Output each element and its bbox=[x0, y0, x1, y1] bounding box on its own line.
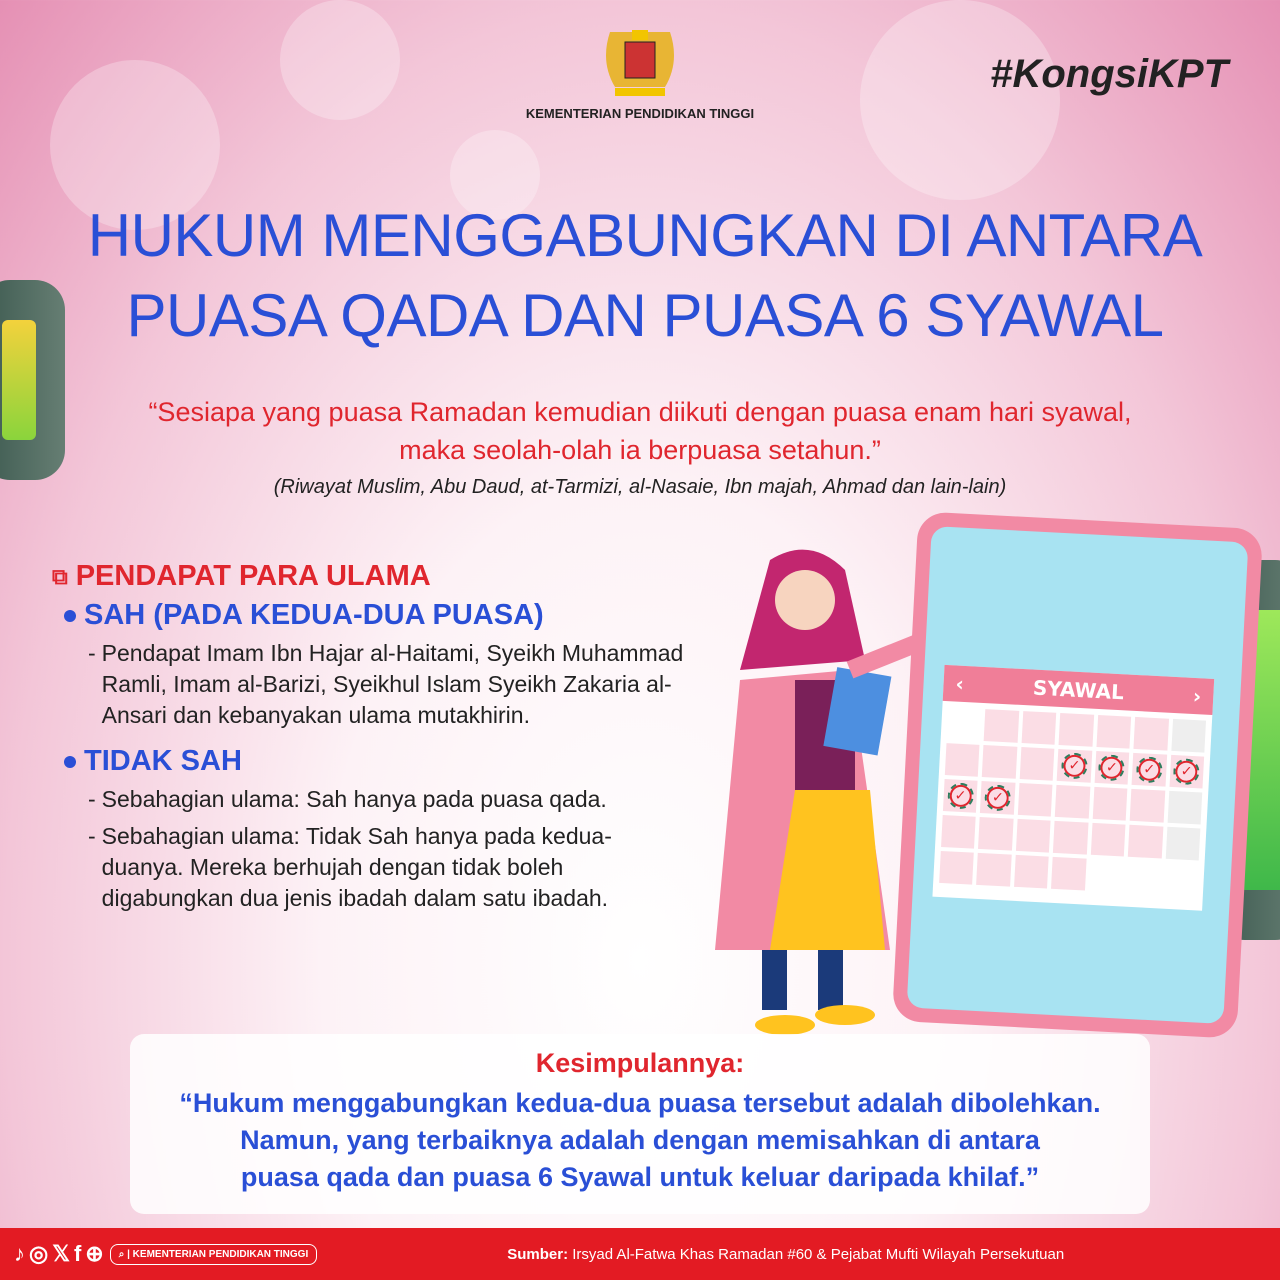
source-text: Irsyad Al-Fatwa Khas Ramadan #60 & Pejabat Mufti Wilayah Persekutuan bbox=[572, 1245, 1065, 1263]
calendar-cell bbox=[1016, 819, 1051, 853]
tiktok-icon[interactable]: ♪ bbox=[14, 1241, 25, 1266]
calendar-cell bbox=[1165, 827, 1200, 861]
calendar-cell bbox=[982, 745, 1017, 779]
calendar-cell bbox=[980, 781, 1015, 815]
page-title bbox=[0, 196, 1280, 356]
x-icon[interactable]: 𝕏 bbox=[52, 1241, 70, 1266]
calendar bbox=[932, 665, 1214, 911]
title-line: PUASA QADA DAN PUASA 6 SYAWAL bbox=[126, 282, 1164, 349]
calendar-cell bbox=[945, 743, 980, 777]
search-pill[interactable] bbox=[110, 1244, 318, 1265]
tidak-sah-heading: TIDAK SAH bbox=[84, 745, 242, 777]
calendar-cell bbox=[1055, 785, 1090, 819]
calendar-cell bbox=[1020, 747, 1055, 781]
calendar-cell bbox=[939, 851, 974, 885]
calendar-cell bbox=[1096, 715, 1131, 749]
opinions-heading: PENDAPAT PARA ULAMA bbox=[75, 560, 431, 592]
quote-line: maka seolah-olah ia berpuasa setahun.” bbox=[399, 435, 881, 465]
search-icon: ⌕ | bbox=[118, 1248, 133, 1260]
source bbox=[507, 1246, 1064, 1263]
calendar-cell bbox=[978, 817, 1013, 851]
check-icon: ✓ bbox=[1098, 754, 1125, 781]
calendar-cell bbox=[1051, 857, 1086, 891]
bullet-icon bbox=[64, 756, 76, 768]
tidak-sah-item: Sebahagian ulama: Sah hanya pada puasa qada. bbox=[101, 786, 607, 812]
conclusion-heading: Kesimpulannya: bbox=[535, 1048, 745, 1078]
calendar-cell bbox=[941, 815, 976, 849]
calendar-cell bbox=[1132, 753, 1167, 787]
ministry-name: KEMENTERIAN PENDIDIKAN TINGGI bbox=[525, 106, 755, 121]
footer bbox=[0, 1228, 1280, 1280]
phone-illustration bbox=[892, 511, 1263, 1038]
chevron-right-icon: › bbox=[1192, 683, 1202, 709]
calendar-cell bbox=[1092, 787, 1127, 821]
facebook-icon[interactable]: f bbox=[73, 1241, 82, 1266]
phone-screen bbox=[907, 526, 1249, 1024]
calendar-cell bbox=[1171, 719, 1206, 753]
source-label: Sumber: bbox=[507, 1245, 569, 1263]
calendar-cell bbox=[947, 707, 982, 741]
calendar-cell bbox=[1021, 711, 1056, 745]
check-icon: ✓ bbox=[1173, 758, 1200, 785]
calendar-cell bbox=[1128, 825, 1163, 859]
check-icon: ✓ bbox=[947, 782, 974, 809]
title-line: HUKUM MENGGABUNGKAN DI ANTARA bbox=[87, 202, 1203, 269]
bokeh bbox=[280, 0, 400, 120]
globe-icon[interactable]: ⊕ bbox=[85, 1241, 104, 1266]
conclusion-text: “Hukum menggabungkan kedua-dua puasa tersebut adalah dibolehkan. Namun, yang terbaiknya adalah dengan memisahkan di antara puasa qada dan puasa 6 Syawal untuk keluar daripada khilaf.” bbox=[179, 1088, 1101, 1192]
calendar-cell bbox=[977, 853, 1012, 887]
sah-item: Pendapat Imam Ibn Hajar al-Haitami, Syeikh Muhammad Ramli, Imam al-Barizi, Syeikhul Islam Syeikh Zakaria al-Ansari dan kebanyakan ulama mutakhirin. bbox=[101, 640, 684, 728]
check-icon: ✓ bbox=[984, 784, 1011, 811]
calendar-cell bbox=[943, 779, 978, 813]
bullet-icon bbox=[64, 610, 76, 622]
check-icon: ✓ bbox=[1136, 756, 1163, 783]
tidak-sah-item: Sebahagian ulama: Tidak Sah hanya pada kedua-duanya. Mereka berhujah dengan tidak boleh digabungkan dua jenis ibadah dalam satu ibadah. bbox=[101, 823, 612, 911]
calendar-cell bbox=[1014, 855, 1049, 889]
calendar-grid bbox=[933, 701, 1212, 903]
opinions-section: ⧉ PENDAPAT PARA ULAMA SAH (PADA KEDUA-DUA PUASA) - Pendapat Imam Ibn Hajar al-Haitami, Syeikh Muhammad Ramli, Imam al-Barizi, Syeikhul Islam Syeikh Zakaria al-Ansari dan kebanyakan ulama mutakhirin. TIDAK SAH - Sebahagian ulama: Sah hanya pada puasa qada. - Sebahagian ulama: Tidak Sah hanya pada kedua-duanya. Mereka berhujah dengan tidak boleh digabungkan dua jenis ibadah dalam satu ibadah. bbox=[52, 560, 692, 914]
calendar-cell bbox=[1094, 751, 1129, 785]
conclusion-box bbox=[130, 1034, 1150, 1214]
quote-line: “Sesiapa yang puasa Ramadan kemudian diikuti dengan puasa enam hari syawal, bbox=[148, 397, 1132, 427]
search-label: KEMENTERIAN PENDIDIKAN TINGGI bbox=[132, 1248, 309, 1260]
calendar-cell bbox=[1169, 755, 1204, 789]
calendar-cell bbox=[1057, 749, 1092, 783]
calendar-month: SYAWAL bbox=[1032, 675, 1125, 705]
calendar-cell bbox=[1053, 821, 1088, 855]
chevron-left-icon: ‹ bbox=[954, 671, 965, 696]
calendar-cell bbox=[1059, 713, 1094, 747]
sah-heading: SAH (PADA KEDUA-DUA PUASA) bbox=[84, 599, 544, 631]
hadith-quote bbox=[0, 393, 1280, 469]
hadith-reference: (Riwayat Muslim, Abu Daud, at-Tarmizi, al-Nasaie, Ibn majah, Ahmad dan lain-lain) bbox=[273, 476, 1007, 498]
instagram-icon[interactable]: ◎ bbox=[29, 1241, 49, 1266]
bokeh bbox=[860, 0, 1060, 200]
copy-icon: ⧉ bbox=[52, 563, 68, 589]
calendar-cell bbox=[1018, 783, 1053, 817]
hashtag: #KongsiKPT bbox=[990, 52, 1228, 96]
calendar-cell bbox=[1134, 717, 1169, 751]
check-icon: ✓ bbox=[1061, 752, 1088, 779]
calendar-cell bbox=[1091, 823, 1126, 857]
calendar-cell bbox=[1167, 791, 1202, 825]
calendar-cell bbox=[984, 709, 1019, 743]
government-crest-logo bbox=[590, 22, 690, 100]
calendar-cell bbox=[1130, 789, 1165, 823]
